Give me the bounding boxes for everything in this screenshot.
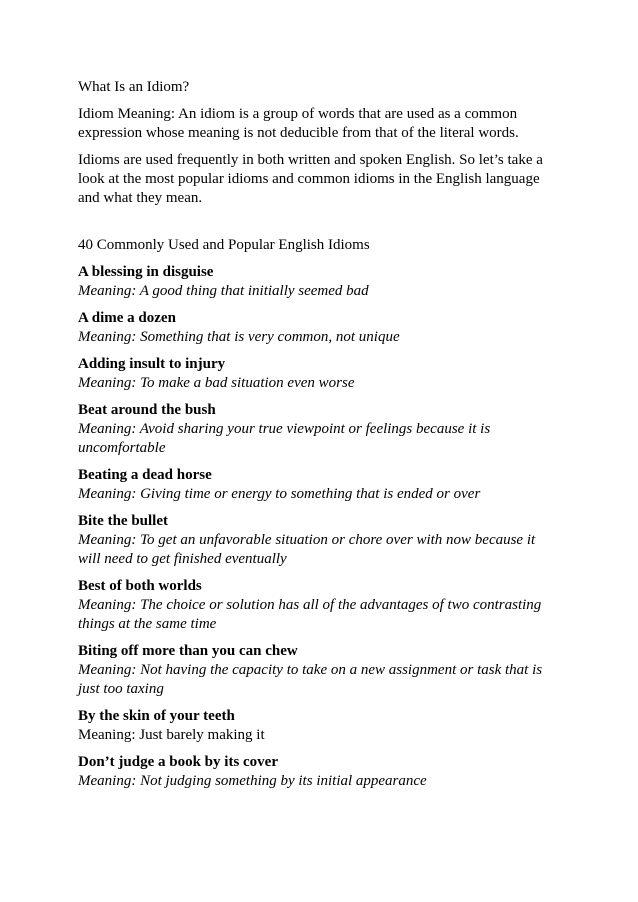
idiom-meaning: Meaning: To make a bad situation even worse [78, 375, 355, 391]
idiom-meaning: Meaning: Giving time or energy to something that is ended or over [78, 486, 481, 502]
idiom-meaning: Meaning: Something that is very common, not unique [78, 329, 400, 345]
idiom-entry [78, 512, 558, 569]
idiom-definition: Idiom Meaning: An idiom is a group of words that are used as a common expression whose meaning is not deducible from that of the literal words. [78, 106, 519, 141]
idiom-title: Adding insult to injury [78, 356, 226, 372]
idiom-meaning: Meaning: A good thing that initially seemed bad [78, 283, 369, 299]
idiom-list [78, 263, 558, 791]
idiom-meaning: Meaning: To get an unfavorable situation or chore over with now because it will need to get finished eventually [78, 532, 536, 567]
idiom-entry [78, 355, 558, 393]
idiom-meaning: Meaning: Avoid sharing your true viewpoint or feelings because it is uncomfortable [78, 421, 491, 456]
idiom-title: Biting off more than you can chew [78, 643, 298, 659]
idiom-title: Beat around the bush [78, 402, 216, 418]
idiom-meaning: Meaning: Not judging something by its initial appearance [78, 773, 427, 789]
idiom-entry [78, 642, 558, 699]
idiom-meaning: Meaning: Just barely making it [78, 727, 265, 743]
idiom-title: Bite the bullet [78, 513, 168, 529]
idiom-meaning: Meaning: Not having the capacity to take on a new assignment or task that is just too taxing [78, 662, 543, 697]
idiom-entry [78, 753, 558, 791]
idiom-entry [78, 466, 558, 504]
idiom-usage-paragraph: Idioms are used frequently in both written and spoken English. So let’s take a look at the most popular idioms and common idioms in the English language and what they mean. [78, 152, 543, 206]
idiom-title: By the skin of your teeth [78, 708, 235, 724]
idiom-title: Best of both worlds [78, 578, 202, 594]
idiom-entry [78, 309, 558, 347]
idiom-title: Beating a dead horse [78, 467, 212, 483]
idiom-entry [78, 401, 558, 458]
idiom-title: A blessing in disguise [78, 264, 214, 280]
document-page [78, 78, 558, 799]
idiom-entry [78, 577, 558, 634]
intro-heading: What Is an Idiom? [78, 79, 190, 95]
idiom-entry [78, 707, 558, 745]
idiom-entry [78, 263, 558, 301]
list-heading: 40 Commonly Used and Popular English Idioms [78, 237, 370, 253]
idiom-title: A dime a dozen [78, 310, 176, 326]
idiom-meaning: Meaning: The choice or solution has all of the advantages of two contrasting things at the same time [78, 597, 542, 632]
idiom-title: Don’t judge a book by its cover [78, 754, 279, 770]
section-spacer [78, 216, 558, 236]
